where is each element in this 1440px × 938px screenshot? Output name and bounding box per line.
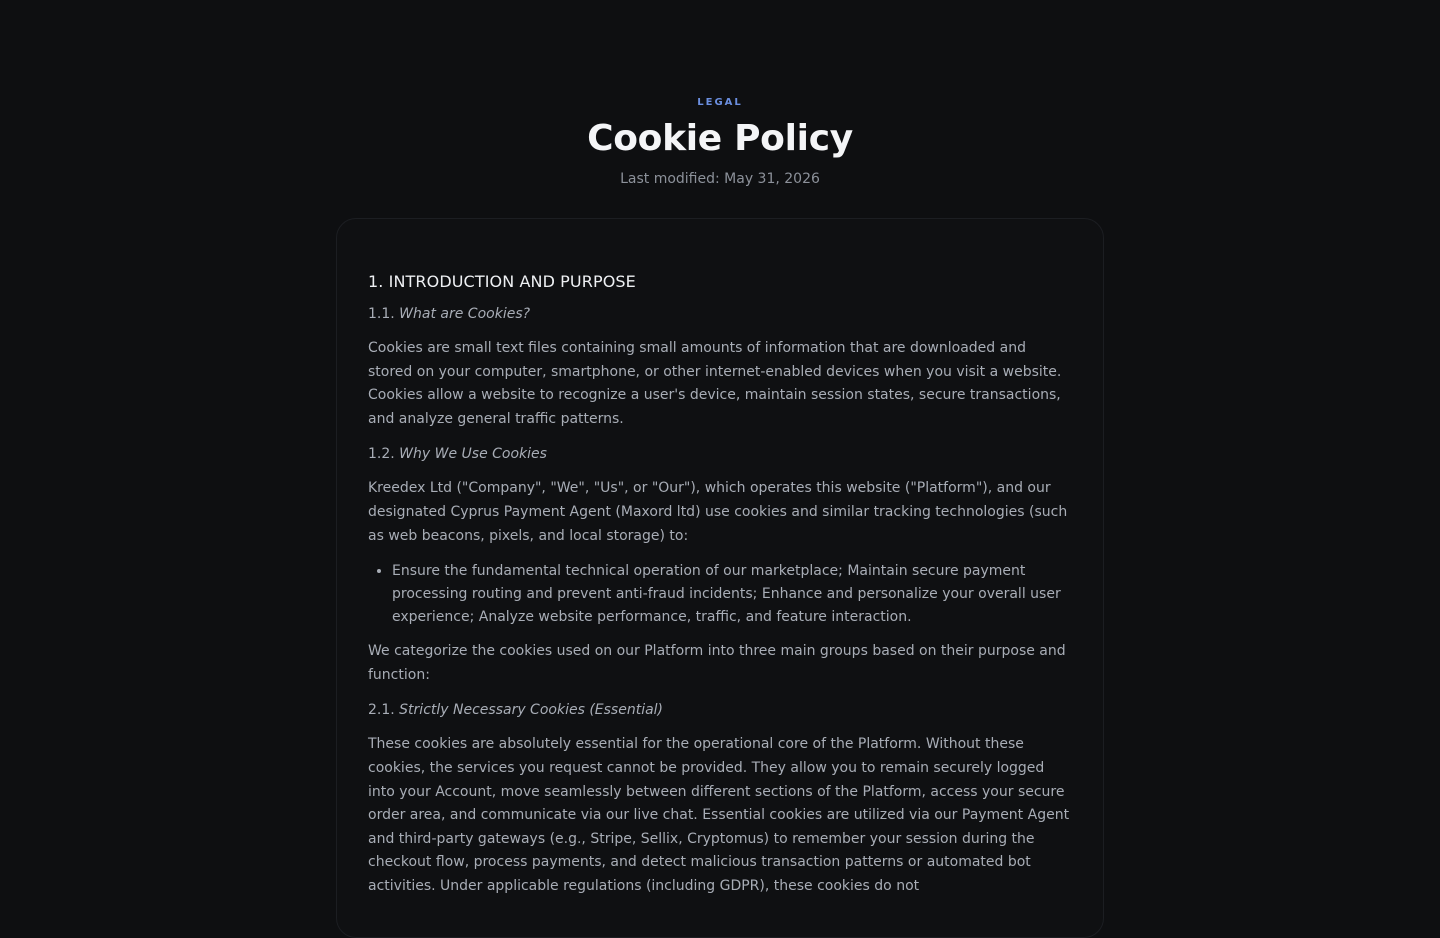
- paragraph-strictly-necessary: These cookies are absolutely essential for the operational core of the Platform. Without these cookies, the services you request cannot be provided. They allow you to remain securely logged into your Account, move seamlessly between different sections of the Platform, access your secure order area, and communicate via our live chat. Essential cookies are utilized via our Payment Agent and third-party gateways (e.g., Stripe, Sellix, Cryptomus) to remember your session during the checkout flow, process payments, and detect malicious transaction patterns or automated bot activities. Under applicable regulations (including GDPR), these cookies do not: [368, 736, 1070, 894]
- page-title: Cookie Policy: [587, 118, 853, 159]
- purpose-list: [368, 560, 1072, 629]
- subsection-name: What are Cookies?: [399, 306, 531, 322]
- section-heading-introduction: 1. INTRODUCTION AND PURPOSE: [368, 272, 636, 291]
- subsection-name: Strictly Necessary Cookies (Essential): [399, 702, 664, 719]
- policy-card: [336, 218, 1104, 938]
- subsection-title-2-1: [368, 699, 1072, 721]
- subsection-title-1-2: [368, 443, 1072, 465]
- subsection-number: 1.2.: [368, 446, 395, 463]
- subsection-name: Why We Use Cookies: [399, 446, 547, 463]
- page-header: [0, 0, 1440, 189]
- subsection-title-1-1: [368, 303, 1072, 325]
- paragraph-what-are-cookies: Cookies are small text files containing small amounts of information that are downloaded and stored on your computer, smartphone, or other internet-enabled devices when you visit a website. Cookies allow a website to recognize a user's device, maintain session states, secure transactions, and analyze general traffic patterns.: [368, 340, 1062, 427]
- subsection-number: 2.1.: [368, 702, 395, 719]
- last-modified-date: Last modified: May 31, 2026: [620, 171, 820, 187]
- subsection-number: 1.1.: [368, 306, 395, 322]
- paragraph-categories: We categorize the cookies used on our Platform into three main groups based on their purpose and function:: [368, 643, 1066, 683]
- list-item: • Ensure the fundamental technical operation of our marketplace; Maintain secure payment processing routing and prevent anti-fraud incidents; Enhance and personalize your overall user experience; Analyze website performance, traffic, and feature interaction.: [392, 560, 1072, 629]
- eyebrow-label: LEGAL: [697, 97, 743, 108]
- paragraph-why-we-use-cookies: Kreedex Ltd ("Company", "We", "Us", or "Our"), which operates this website ("Platform"), and our designated Cyprus Payment Agent (Maxord ltd) use cookies and similar tracking technologies (such as web beacons, pixels, and local storage) to:: [368, 480, 1068, 544]
